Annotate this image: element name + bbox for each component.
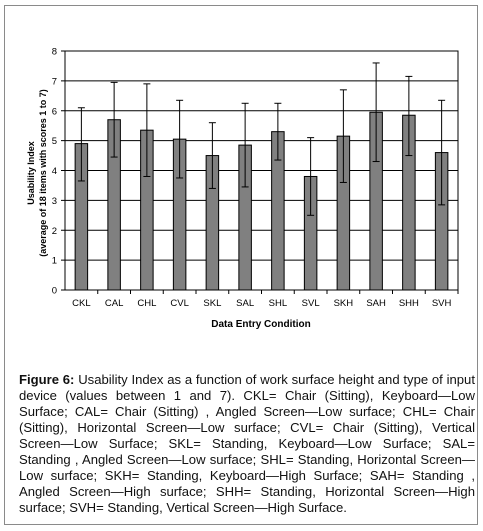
x-tick-labels	[72, 298, 451, 309]
y-axis-label-line2: (average of 18 items with scores 1 to 7)	[38, 89, 48, 257]
x-axis-label: Data Entry Condition	[211, 319, 311, 330]
gridlines	[65, 51, 458, 290]
figure-caption	[19, 372, 475, 516]
x-tick-label: CHL	[137, 298, 157, 309]
y-tick-label: 7	[51, 76, 57, 88]
y-tick-label: 6	[51, 106, 57, 118]
caption-label: Figure 6:	[19, 372, 75, 387]
y-tick-label: 1	[51, 255, 57, 267]
figure-frame	[4, 5, 478, 525]
y-tick-label: 0	[51, 285, 57, 297]
y-tick-labels	[52, 47, 57, 297]
x-tick-label: SKL	[203, 298, 222, 309]
x-tick-label: SHH	[398, 298, 419, 309]
x-tick-label: CAL	[104, 298, 124, 309]
y-tick-label: 8	[51, 46, 57, 58]
x-tick-label: SKH	[333, 298, 354, 309]
x-tick-label: SAL	[236, 298, 255, 309]
y-tick-label: 2	[51, 225, 57, 237]
x-tick-label: SAH	[366, 298, 386, 309]
x-tick-label: SHL	[268, 298, 288, 309]
y-tick-label: 3	[51, 195, 57, 207]
x-tick-label: CVL	[170, 298, 189, 309]
x-tick-label: SVH	[431, 298, 452, 309]
caption-text: Usability Index as a function of work surface height and type of input device (values between 1 and 7). CKL= Chair (Sitting), Keyboard—Low Surface; CAL= Chair (Sitting) , Angled Screen—Low surface; CHL= Chair (Sitting), Horizontal Screen—Low surface; CVL= Chair (Sitting), Vertical Screen—Low Surface; SKL= Standing, Keyboard—Low Surface; SAL= Standing , Angled Screen—Low surface; SHL= Standing, Horizontal Screen—Low surface; SKH= Standing, Keyboard—High Surface; SAH= Standing , Angled Screen—High surface; SHH= Standing, Horizontal Screen—High surface; SVH= Standing, Vertical Screen—High Surface.	[19, 372, 475, 515]
x-tick-label: SVL	[301, 298, 320, 309]
bar-chart	[5, 6, 477, 366]
y-tick-label: 5	[51, 136, 57, 148]
y-axis-label: Usability Index	[26, 141, 36, 205]
y-tick-label: 4	[51, 166, 57, 177]
x-tick-label: CKL	[72, 298, 91, 309]
